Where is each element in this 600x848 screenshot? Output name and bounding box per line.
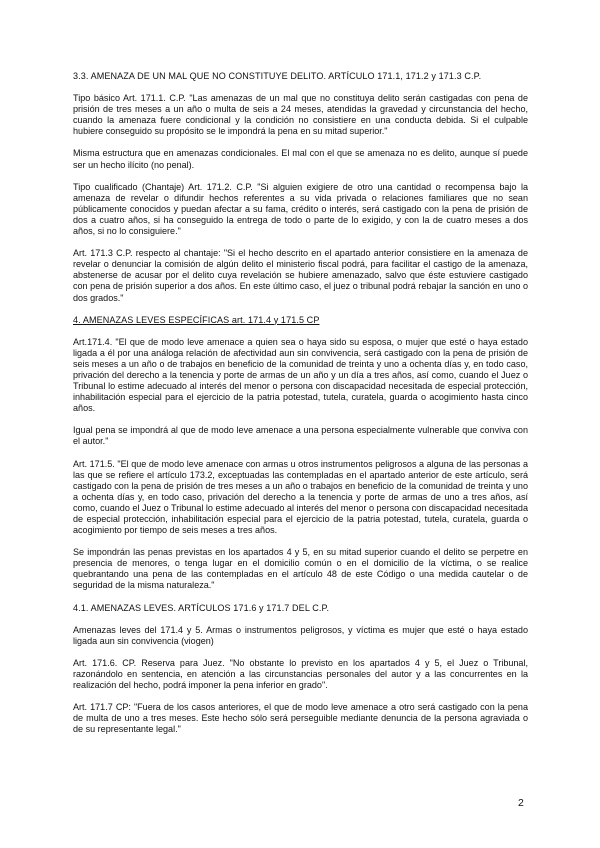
paragraph-estructura: Misma estructura que en amenazas condicionales. El mal con el que se amenaza no es delito, aunque sí puede ser un hecho ilícito (no penal).	[73, 148, 528, 170]
paragraph-171-4: Art.171.4. "El que de modo leve amenace a quien sea o haya sido su esposa, o mujer que esté o haya estado ligada a él por una análoga relación de afectividad aun sin convivencia, será castigado con la pena de prisión de seis meses a un año o de trabajos en beneficio de la comunidad de treinta y uno a ochenta días y, en todo caso, privación del derecho a la tenencia y porte de armas de un año y un día a tres años, así como, cuando el Juez o Tribunal lo estime adecuado al interés del menor o persona con discapacidad necesitada de especial protección, inhabilitación especial para el ejercicio de la patria potestad, tutela, curatela, guarda o acogimiento hasta cinco años.	[73, 336, 528, 414]
document-body	[73, 71, 528, 746]
paragraph-penas-previstas: Se impondrán las penas previstas en los apartados 4 y 5, en su mitad superior cuando el delito se perpetre en presencia de menores, o tenga lugar en el domicilio común o en el domicilio de la víctima, o se realice quebrantando una pena de las contempladas en el artículo 48 de este Código o una medida cautelar o de seguridad de la misma naturaleza."	[73, 547, 528, 591]
paragraph-171-5: Art. 171.5. "El que de modo leve amenace con armas u otros instrumentos peligrosos a alguna de las personas a las que se refiere el artículo 173.2, exceptuadas las contempladas en el apartado anterior de este artículo, será castigado con la pena de prisión de tres meses a un año o trabajos en beneficio de la comunidad de treinta y uno a ochenta días y, en todo caso, privación del derecho a la tenencia y porte de armas de uno a tres años, así como, cuando el Juez o Tribunal lo estime adecuado al interés del menor o persona con discapacidad necesitada de especial protección, inhabilitación especial para el ejercicio de la patria potestad, tutela, curatela, guarda o acogimiento por tiempo de seis meses a tres años.	[73, 458, 528, 536]
paragraph-171-7: Art. 171.7 CP: "Fuera de los casos anteriores, el que de modo leve amenace a otro será castigado con la pena de multa de uno a tres meses. Este hecho sólo será perseguible mediante denuncia de la persona agraviada o de su representante legal."	[73, 702, 528, 735]
section-4-1-heading: 4.1. AMENAZAS LEVES. ARTÍCULOS 171.6 y 171.7 DEL C.P.	[73, 602, 330, 613]
paragraph-171-3: Art. 171.3 C.P. respecto al chantaje: "Si el hecho descrito en el apartado anterior consistiere en la amenaza de revelar o denunciar la comisión de algún delito el ministerio fiscal podrá, para facilitar el castigo de la amenaza, abstenerse de acusar por el delito cuya revelación se hubiere amenazado, salvo que éste estuviere castigado con pena de prisión superior a dos años. En este último caso, el juez o tribunal podrá rebajar la sanción en uno o dos grados."	[73, 248, 528, 303]
paragraph-171-2: Tipo cualificado (Chantaje) Art. 171.2. C.P. "Si alguien exigiere de otro una cantidad o recompensa bajo la amenaza de revelar o difundir hechos referentes a su vida privada o relaciones familiares que no sean públicamente conocidos y puedan afectar a su fama, crédito o interés, será castigado con la pena de prisión de dos a cuatro años, si ha conseguido la entrega de todo o parte de lo exigido, y con la de cuatro meses a dos años, si no lo consiguiere."	[73, 181, 528, 237]
page-number: 2	[518, 797, 524, 809]
section-3-3-heading: 3.3. AMENAZA DE UN MAL QUE NO CONSTITUYE DELITO. ARTÍCULO 171.1, 171.2 y 171.3 C.P.	[73, 71, 482, 81]
paragraph-igual-pena: Igual pena se impondrá al que de modo leve amenace a una persona especialmente vulnerable que conviva con el autor."	[73, 425, 528, 447]
paragraph-171-1: Tipo básico Art. 171.1. C.P. "Las amenazas de un mal que no constituya delito serán castigadas con pena de prisión de tres meses a un año o multa de seis a 24 meses, atendidas la gravedad y circunstancia del hecho, cuando la amenaza fuere condicional y la condición no consistiere en una conducta debida. Si el culpable hubiere conseguido su propósito se le impondrá la pena en su mitad superior."	[73, 93, 528, 137]
section-4-heading: 4. AMENAZAS LEVES ESPECÍFICAS art. 171.4 y 171.5 CP	[73, 314, 320, 325]
paragraph-171-6: Art. 171.6. CP. Reserva para Juez. "No obstante lo previsto en los apartados 4 y 5, el Juez o Tribunal, razonándolo en sentencia, en atención a las circunstancias personales del autor y a las concurrentes en la realización del hecho, podrá imponer la pena inferior en grado".	[73, 657, 528, 691]
paragraph-amenazas-leves: Amenazas leves del 171.4 y 5. Armas o instrumentos peligrosos, y víctima es mujer que esté o haya estado ligada aun sin convivencia (viogen)	[73, 624, 528, 646]
